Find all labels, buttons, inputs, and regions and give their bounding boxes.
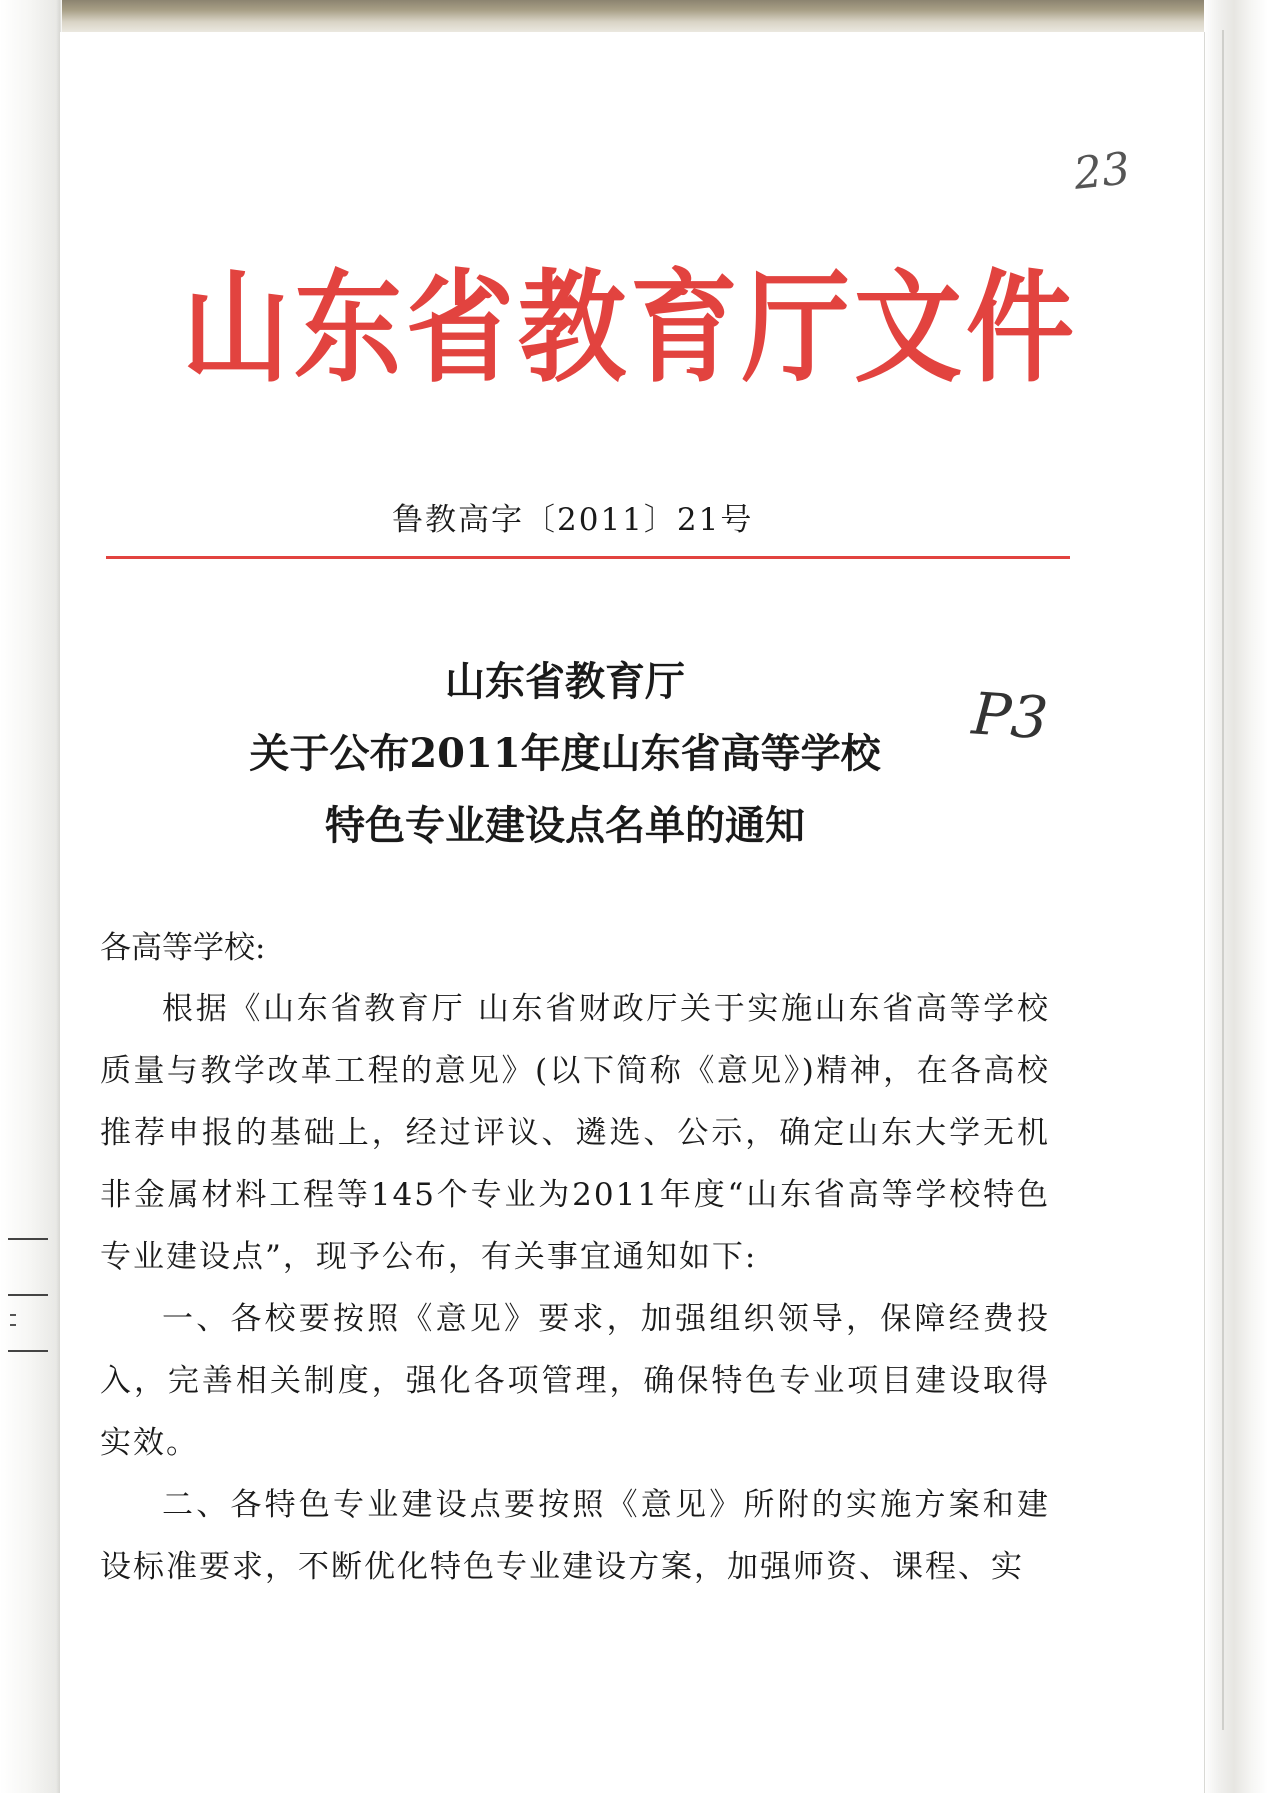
salutation: 各高等学校: — [100, 930, 266, 966]
handwritten-margin-note: P3 — [969, 679, 1051, 753]
scan-right-edge — [1204, 0, 1268, 1793]
paragraph: 根据《山东省教育厅 山东省财政厅关于实施山东省高等学校质量与教学改革工程的意见》(以下简称《意见》)精神，在各高校推荐申报的基础上，经过评议、遴选、公示，确定山东大学无机非金属材料工程等145个专业为2011年度“山东省高等学校特色专业建设点”，现予公布，有关事宜通知如下: — [100, 991, 1050, 1275]
red-separator-rule — [106, 556, 1070, 559]
margin-tick — [10, 1324, 16, 1326]
paragraph: 二、各特色专业建设点要按照《意见》所附的实施方案和建设标准要求，不断优化特色专业建设方案，加强师资、课程、实 — [100, 1487, 1050, 1585]
scan-right-binding-line — [1222, 30, 1224, 1730]
margin-tick — [8, 1294, 48, 1296]
document-number: 鲁教高字〔2011〕21号 — [392, 502, 754, 538]
title-line-1: 山东省教育厅 — [445, 658, 685, 705]
margin-tick — [8, 1350, 48, 1352]
body-text — [100, 978, 1050, 1598]
handwritten-page-number: 23 — [1071, 143, 1133, 200]
paragraph: 一、各校要按照《意见》要求，加强组织领导，保障经费投入，完善相关制度，强化各项管理，确保特色专业项目建设取得实效。 — [100, 1301, 1050, 1461]
title-line-2: 关于公布2011年度山东省高等学校 — [249, 730, 881, 777]
issuer-banner: 山东省教育厅文件 — [182, 257, 1079, 399]
margin-tick — [8, 1238, 48, 1240]
scan-top-edge — [0, 0, 1268, 36]
scan-left-edge — [0, 0, 62, 1793]
margin-tick — [10, 1314, 16, 1316]
title-line-3: 特色专业建设点名单的通知 — [325, 802, 805, 849]
